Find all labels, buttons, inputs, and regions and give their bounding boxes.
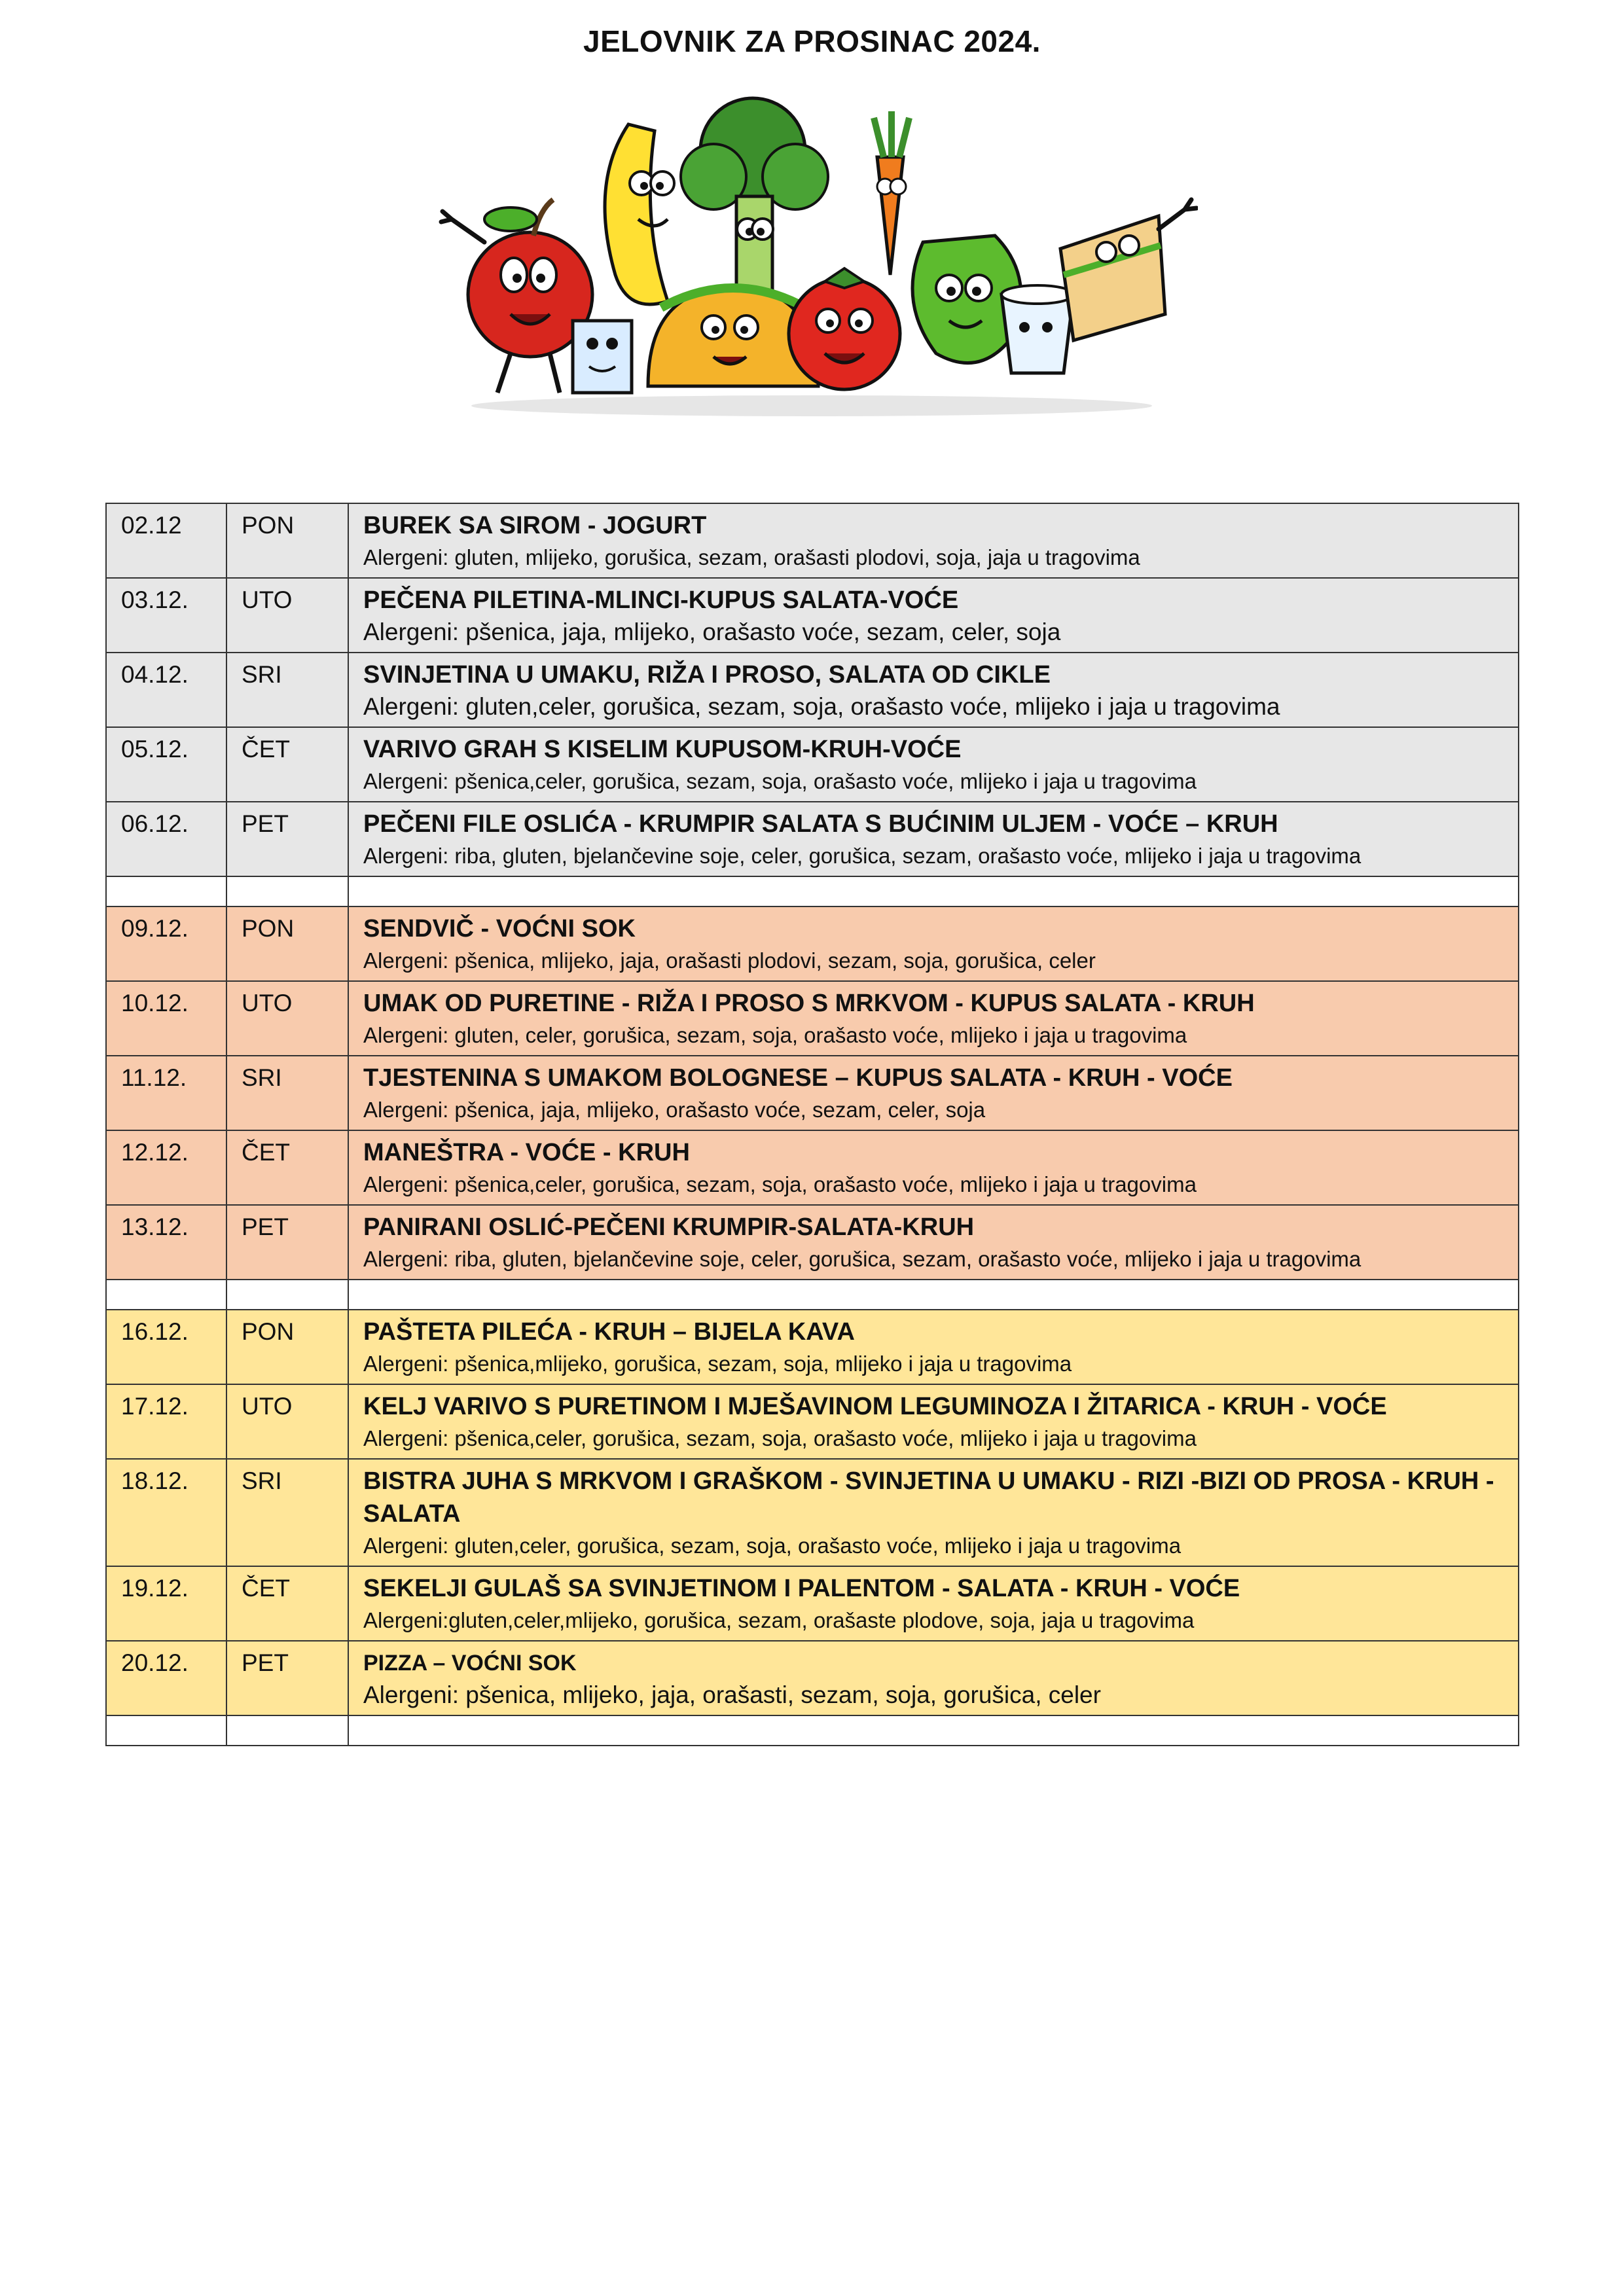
date-cell: 16.12.	[106, 1310, 226, 1384]
table-row	[106, 578, 1519, 653]
menu-table	[105, 503, 1519, 1746]
day-cell: PET	[226, 1641, 348, 1715]
spacer-row	[106, 876, 1519, 906]
meal-name: PAŠTETA PILEĆA - KRUH – BIJELA KAVA	[363, 1318, 855, 1346]
table-row	[106, 653, 1519, 727]
allergen-text: Alergeni: gluten,celer, gorušica, sezam, soja, orašasto voće, mlijeko i jaja u tragovima	[363, 693, 1280, 720]
day-cell: PON	[226, 1310, 348, 1384]
day-cell: UTO	[226, 1384, 348, 1459]
meal-name: KELJ VARIVO S PURETINOM I MJEŠAVINOM LEGUMINOZA I ŽITARICA - KRUH - VOĆE	[363, 1393, 1387, 1420]
day-cell: ČET	[226, 1566, 348, 1641]
tomato-icon	[789, 268, 900, 389]
date-cell: 02.12	[106, 503, 226, 578]
allergen-text: Alergeni: pšenica,celer, gorušica, sezam, soja, orašasto voće, mlijeko i jaja u tragovima	[363, 1426, 1197, 1450]
sandwich-icon	[1060, 200, 1197, 340]
table-row	[106, 1130, 1519, 1205]
meal-cell	[348, 1459, 1519, 1566]
meal-cell	[348, 1130, 1519, 1205]
table-row	[106, 1566, 1519, 1641]
day-cell: ČET	[226, 727, 348, 802]
allergen-text: Alergeni: gluten, celer, gorušica, sezam, soja, orašasto voće, mlijeko i jaja u tragovima	[363, 1023, 1187, 1047]
meal-cell	[348, 1310, 1519, 1384]
allergen-text: Alergeni: pšenica, mlijeko, jaja, orašasti plodovi, sezam, soja, gorušica, celer	[363, 948, 1096, 973]
meal-name: SVINJETINA U UMAKU, RIŽA I PROSO, SALATA OD CIKLE	[363, 661, 1051, 689]
allergen-text: Alergeni: gluten,celer, gorušica, sezam, soja, orašasto voće, mlijeko i jaja u tragovima	[363, 1534, 1182, 1558]
day-cell: PON	[226, 906, 348, 981]
date-cell: 17.12.	[106, 1384, 226, 1459]
meal-cell	[348, 906, 1519, 981]
day-cell: SRI	[226, 1459, 348, 1566]
date-cell: 20.12.	[106, 1641, 226, 1715]
date-cell: 19.12.	[106, 1566, 226, 1641]
date-cell: 03.12.	[106, 578, 226, 653]
meal-cell	[348, 1641, 1519, 1715]
table-row	[106, 1310, 1519, 1384]
meal-cell	[348, 727, 1519, 802]
meal-cell	[348, 503, 1519, 578]
broccoli-icon	[681, 98, 828, 295]
meal-cell	[348, 1056, 1519, 1130]
day-cell: UTO	[226, 578, 348, 653]
meal-cell	[348, 1566, 1519, 1641]
table-row	[106, 503, 1519, 578]
day-cell: ČET	[226, 1130, 348, 1205]
meal-cell	[348, 802, 1519, 876]
allergen-text: Alergeni: pšenica, mlijeko, jaja, orašasti, sezam, soja, gorušica, celer	[363, 1681, 1101, 1708]
meal-name: PANIRANI OSLIĆ-PEČENI KRUMPIR-SALATA-KRUH	[363, 1213, 975, 1241]
meal-name: PIZZA – VOĆNI SOK	[363, 1651, 577, 1676]
table-row	[106, 802, 1519, 876]
date-cell: 18.12.	[106, 1459, 226, 1566]
meal-cell	[348, 981, 1519, 1056]
allergen-text: Alergeni: riba, gluten, bjelančevine soje, celer, gorušica, sezam, orašasto voće, mlijeko i jaja u tragovima	[363, 844, 1362, 868]
allergen-text: Alergeni: riba, gluten, bjelančevine soje, celer, gorušica, sezam, orašasto voće, mlijeko i jaja u tragovima	[363, 1247, 1362, 1271]
apple-icon	[441, 200, 592, 393]
meal-cell	[348, 1384, 1519, 1459]
date-cell: 11.12.	[106, 1056, 226, 1130]
meal-name: SENDVIČ - VOĆNI SOK	[363, 915, 636, 942]
table-row	[106, 1384, 1519, 1459]
meal-name: UMAK OD PURETINE - RIŽA I PROSO S MRKVOM - KUPUS SALATA - KRUH	[363, 990, 1255, 1017]
spacer-row	[106, 1715, 1519, 1746]
date-cell: 05.12.	[106, 727, 226, 802]
meal-name: PEČENI FILE OSLIĆA - KRUMPIR SALATA S BUĆINIM ULJEM - VOĆE – KRUH	[363, 810, 1278, 838]
meal-name: BISTRA JUHA S MRKVOM I GRAŠKOM - SVINJETINA U UMAKU - RIZI -BIZI OD PROSA - KRUH - SALATA	[363, 1467, 1494, 1528]
day-cell: UTO	[226, 981, 348, 1056]
day-cell: PET	[226, 802, 348, 876]
table-row	[106, 1205, 1519, 1280]
table-row	[106, 727, 1519, 802]
date-cell: 04.12.	[106, 653, 226, 727]
table-row	[106, 1641, 1519, 1715]
cartoon-fruits-vegetables-icon	[425, 79, 1198, 419]
date-cell: 12.12.	[106, 1130, 226, 1205]
meal-cell	[348, 1205, 1519, 1280]
banana-icon	[605, 124, 674, 304]
meal-name: MANEŠTRA - VOĆE - KRUH	[363, 1139, 690, 1166]
meal-name: PEČENA PILETINA-MLINCI-KUPUS SALATA-VOĆE	[363, 586, 959, 614]
allergen-text: Alergeni: pšenica, jaja, mlijeko, orašasto voće, sezam, celer, soja	[363, 619, 1061, 645]
meal-cell	[348, 578, 1519, 653]
allergen-text: Alergeni:gluten,celer,mlijeko, gorušica, sezam, orašaste plodove, soja, jaja u tragovima	[363, 1608, 1195, 1632]
allergen-text: Alergeni: pšenica, jaja, mlijeko, orašasto voće, sezam, celer, soja	[363, 1098, 986, 1122]
meal-name: VARIVO GRAH S KISELIM KUPUSOM-KRUH-VOĆE	[363, 736, 962, 763]
day-cell: SRI	[226, 653, 348, 727]
allergen-text: Alergeni: pšenica,celer, gorušica, sezam, soja, orašasto voće, mlijeko i jaja u tragovima	[363, 769, 1197, 793]
day-cell: PET	[226, 1205, 348, 1280]
meal-name: BUREK SA SIROM - JOGURT	[363, 512, 707, 539]
milk-carton-icon	[573, 321, 632, 393]
meal-name: SEKELJI GULAŠ SA SVINJETINOM I PALENTOM - SALATA - KRUH - VOĆE	[363, 1575, 1240, 1602]
date-cell: 10.12.	[106, 981, 226, 1056]
yogurt-icon	[1001, 285, 1074, 373]
day-cell: SRI	[226, 1056, 348, 1130]
table-row	[106, 1056, 1519, 1130]
date-cell: 13.12.	[106, 1205, 226, 1280]
meal-cell	[348, 653, 1519, 727]
allergen-text: Alergeni: gluten, mlijeko, gorušica, sezam, orašasti plodovi, soja, jaja u tragovima	[363, 545, 1140, 569]
page-title: JELOVNIK ZA PROSINAC 2024.	[583, 24, 1041, 58]
carrot-icon	[874, 111, 909, 275]
spacer-row	[106, 1280, 1519, 1310]
date-cell: 09.12.	[106, 906, 226, 981]
table-row	[106, 906, 1519, 981]
meal-name: TJESTENINA S UMAKOM BOLOGNESE – KUPUS SALATA - KRUH - VOĆE	[363, 1064, 1233, 1092]
allergen-text: Alergeni: pšenica,celer, gorušica, sezam, soja, orašasto voće, mlijeko i jaja u tragovima	[363, 1172, 1197, 1196]
allergen-text: Alergeni: pšenica,mlijeko, gorušica, sezam, soja, mlijeko i jaja u tragovima	[363, 1352, 1072, 1376]
table-row	[106, 1459, 1519, 1566]
date-cell: 06.12.	[106, 802, 226, 876]
day-cell: PON	[226, 503, 348, 578]
table-row	[106, 981, 1519, 1056]
